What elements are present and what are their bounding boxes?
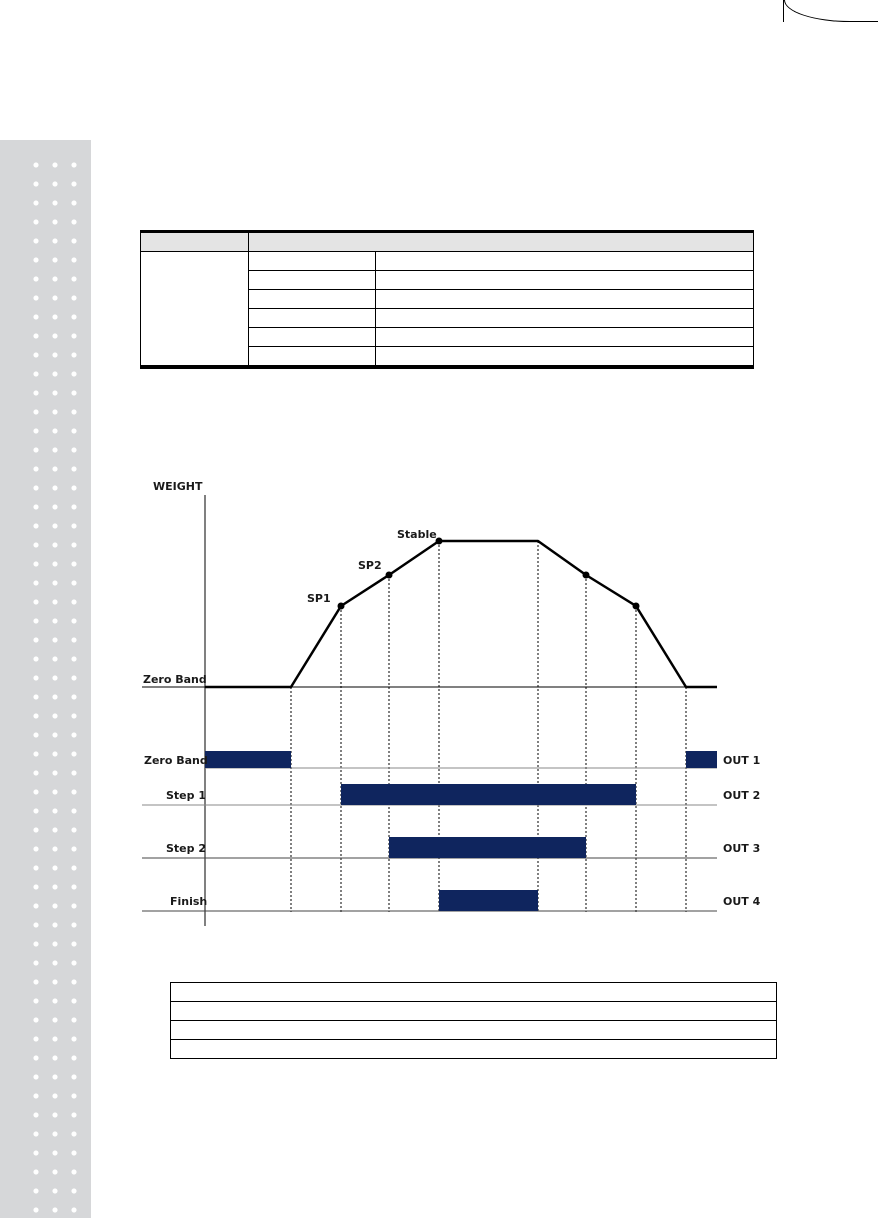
output-label-out2: OUT 2 [723, 789, 761, 802]
y-axis-label: WEIGHT [153, 480, 203, 493]
stable-label: Stable [397, 528, 437, 541]
row-label-step1: Step 1 [166, 789, 206, 802]
table-cell [171, 1040, 777, 1059]
out1-bar [205, 751, 291, 768]
output-bars [205, 751, 717, 911]
out4-bar [439, 890, 538, 911]
table-row [171, 1040, 777, 1059]
table-cell [171, 1021, 777, 1040]
weight-curve [205, 541, 717, 687]
zero-band-axis-label: Zero Band [143, 673, 207, 686]
table-cell [171, 1002, 777, 1021]
table-row [171, 983, 777, 1002]
output-label-out3: OUT 3 [723, 842, 761, 855]
output-label-out4: OUT 4 [723, 895, 761, 908]
out1-bar [686, 751, 717, 768]
sp1-label: SP1 [307, 592, 331, 605]
row-label-zero-band: Zero Band [144, 754, 208, 767]
row-label-step2: Step 2 [166, 842, 206, 855]
out2-bar [341, 784, 636, 805]
table-row [171, 1002, 777, 1021]
sp2-label: SP2 [358, 559, 382, 572]
row-label-finish: Finish [170, 895, 208, 908]
output-label-out1: OUT 1 [723, 754, 761, 767]
out3-bar [389, 837, 586, 858]
table-row [171, 1021, 777, 1040]
table-cell [171, 983, 777, 1002]
notes-table [170, 982, 777, 1059]
